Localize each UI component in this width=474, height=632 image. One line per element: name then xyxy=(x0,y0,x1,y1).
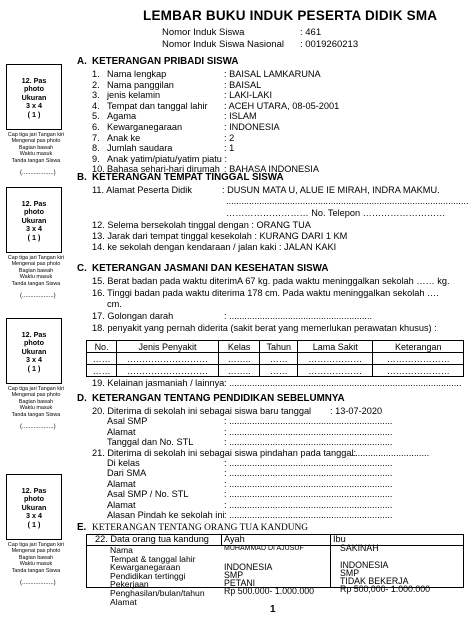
blood-type-value: : ........................................................ xyxy=(224,311,373,321)
field-value: : ................................................................ xyxy=(224,458,393,468)
mother-value: SAKINAH xyxy=(340,543,379,553)
parent-field-label: Tempat & tanggal lahir xyxy=(110,553,196,564)
field-number: 3. xyxy=(92,90,100,101)
field-label: Anak yatim/piatu/yatim piatu : xyxy=(107,153,228,164)
caption-line: Mengenai pas photo xyxy=(11,138,61,145)
section-d-letter: D. xyxy=(77,393,87,404)
table-header: Tahun xyxy=(260,341,298,353)
caption-line: Tanda tangan Siswa xyxy=(11,280,61,287)
caption-line: Mengenai pas photo xyxy=(11,548,61,555)
table-cell: …… xyxy=(87,365,117,377)
weight: 15. Berat badan pada waktu diterimA 67 kg. pada waktu meninggalkan sekolah …… kg. xyxy=(92,276,450,286)
height: 16. Tinggi badan pada waktu diterima 178 cm. Pada waktu meninggalkan sekolah …. xyxy=(92,288,439,298)
caption-line: Mengenai pas photo xyxy=(11,392,61,399)
section-c-title: KETERANGAN JASMANI DAN KESEHATAN SISWA xyxy=(92,263,329,274)
photo-text: ( 1 ) xyxy=(27,109,41,119)
field-number: 10. xyxy=(92,164,105,175)
field-value: : ................................................................ xyxy=(224,437,393,448)
field-label: Jumlah saudara xyxy=(107,143,173,154)
field-number: 2. xyxy=(92,79,100,90)
height-unit: cm. xyxy=(107,299,122,309)
parents-header-father: Ayah xyxy=(224,534,245,544)
photo-caption xyxy=(6,132,66,164)
parent-field-label: Kewarganegaraan xyxy=(110,562,181,573)
table-cell: ……………… xyxy=(298,353,373,365)
caption-line: Bagian bawah xyxy=(18,554,54,561)
caption-line: Bagian bawah xyxy=(18,267,54,274)
caption-line: Cap tiga jari Tangan kiri xyxy=(7,386,65,392)
table-header: No. xyxy=(87,341,117,353)
mother-value: Rp 500,000- 1.000.000 xyxy=(340,584,430,594)
living-with: 12. Selema bersekolah tinggal dengan : ORANG TUA xyxy=(92,220,311,230)
photo-box xyxy=(6,64,62,130)
table-row xyxy=(87,365,464,377)
parent-field-label: Alamat xyxy=(110,596,137,607)
photo-text: 12. Pas xyxy=(21,76,47,85)
caption-line: Cap tiga jari Tangan kiri xyxy=(7,132,65,138)
photo-text: 12. Pas xyxy=(21,330,47,339)
table-cell: …… xyxy=(87,353,117,365)
table-cell: ………………… xyxy=(373,365,464,377)
field-value: : ................................................................ xyxy=(224,489,393,500)
field-value: : ................................................................ xyxy=(224,416,393,427)
table-cell: ……………………… xyxy=(117,365,219,377)
photo-text: Ukuran xyxy=(21,215,47,225)
signature-line: (...................) xyxy=(20,293,56,299)
field-label: Alasan Pindah ke sekolah ini xyxy=(107,510,225,520)
caption-line: Waktu masuk xyxy=(19,151,53,158)
table-cell: …….. xyxy=(218,365,259,377)
photo-text: photo xyxy=(24,207,44,217)
mother-value: SMP xyxy=(340,568,360,578)
field-value: : LAKI-LAKI xyxy=(224,90,273,101)
field-label: Alamat xyxy=(107,478,136,489)
photo-text: 12. Pas xyxy=(21,199,47,208)
caption-line: Mengenai pas photo xyxy=(11,261,61,268)
illness-label: 18. penyakit yang pernah diderita (sakit berat yang memerlukan perawatan khusus) : xyxy=(92,323,437,333)
field-value: : ................................................................ xyxy=(224,499,393,510)
distance: 13. Jarak dari tempat tinggal kesekolah : KURANG DARI 1 KM xyxy=(92,231,348,241)
table-header: Kelas xyxy=(218,341,259,353)
photo-caption xyxy=(6,255,66,287)
field-label: Nama lengkap xyxy=(107,69,167,79)
caption-line: Tanda tangan Siswa xyxy=(11,411,61,418)
blood-type-label: 17. Golongan darah xyxy=(92,311,174,321)
table-cell: ……………………… xyxy=(117,353,219,365)
parent-field-label: Pekerjaan xyxy=(110,579,149,590)
field-number: 8. xyxy=(92,143,100,154)
photo-text: 3 x 4 xyxy=(26,224,42,234)
photo-text: 12. Pas xyxy=(21,486,47,495)
field-value: : INDONESIA xyxy=(224,122,280,132)
illness-table xyxy=(86,340,464,377)
field-label: jenis kelamin xyxy=(107,90,161,101)
signature-line: (...................) xyxy=(20,424,56,430)
field-value: : ISLAM xyxy=(224,111,257,122)
caption-line: Cap tiga jari Tangan kiri xyxy=(7,255,65,261)
table-row xyxy=(87,353,464,365)
table-cell: …… xyxy=(260,353,298,365)
field-number: 7. xyxy=(92,132,100,143)
address-label: 11. Alamat Peserta Didik xyxy=(92,185,192,195)
field-number: 5. xyxy=(92,111,100,122)
table-header: Lama Sakit xyxy=(298,341,373,353)
section-a-title: KETERANGAN PRIBADI SISWA xyxy=(92,56,239,67)
photo-text: photo xyxy=(24,84,44,94)
caption-line: Waktu masuk xyxy=(19,561,53,568)
father-value: Rp 500.000- 1.000.000 xyxy=(224,586,314,596)
section-c-letter: C. xyxy=(77,263,87,274)
field-number: 9. xyxy=(92,153,100,164)
photo-caption xyxy=(6,386,66,418)
mother-value: TIDAK BEKERJA xyxy=(340,576,409,586)
photo-caption xyxy=(6,542,66,574)
parent-field-label: Penghasilan/bulan/tahun xyxy=(110,588,205,598)
photo-text: 3 x 4 xyxy=(26,101,42,111)
photo-text: 3 x 4 xyxy=(26,355,42,365)
table-header: Jenis Penyakit xyxy=(117,341,219,353)
signature-line: (...................) xyxy=(20,170,56,176)
mother-value: INDONESIA xyxy=(340,560,389,570)
table-cell: ……………… xyxy=(298,365,373,377)
page-title: LEMBAR BUKU INDUK PESERTA DIDIK SMA xyxy=(143,8,438,23)
field-value: : BAISAL LAMKARUNA xyxy=(224,69,321,79)
field-value: : ACEH UTARA, 08-05-2001 xyxy=(224,100,340,111)
photo-text: ( 1 ) xyxy=(27,519,41,529)
field-label: Bahasa sehari-hari dirumah xyxy=(107,164,220,175)
table-cell: …… xyxy=(260,365,298,377)
disability-label: 19. Kelainan jasmaniah / lainnya xyxy=(92,378,225,388)
section-a-letter: A. xyxy=(77,56,87,67)
field-label: Tempat dan tanggal lahir xyxy=(107,100,208,111)
photo-text: 3 x 4 xyxy=(26,511,42,521)
field-value: : 2 xyxy=(224,132,235,143)
field-value: : ................................................................ xyxy=(224,478,393,489)
field-label: 20. Diterima di sekolah ini sebagai siswa baru tanggal xyxy=(92,406,312,416)
father-value: PETANI xyxy=(224,578,256,588)
field-number: 6. xyxy=(92,122,100,132)
photo-box xyxy=(6,318,62,384)
caption-line: Cap tiga jari Tangan kiri xyxy=(7,542,65,548)
nis-value: : 461 xyxy=(300,27,322,38)
phone-line: ……………………… No. Telepon ……………………… xyxy=(226,208,446,218)
parent-field-label: Nama xyxy=(110,545,133,555)
field-value: : ................................................................ xyxy=(224,510,393,520)
caption-line: Waktu masuk xyxy=(19,274,53,281)
field-label: Anak ke xyxy=(107,132,141,143)
photo-text: ( 1 ) xyxy=(27,363,41,373)
photo-box xyxy=(6,187,62,253)
field-label: Tanggal dan No. STL xyxy=(107,437,194,448)
field-label: Alamat xyxy=(107,499,136,510)
signature-line: (...................) xyxy=(20,580,56,586)
caption-line: Tanda tangan Siswa xyxy=(11,567,61,574)
section-d-title: KETERANGAN TENTANG PENDIDIKAN SEBELUMNYA xyxy=(92,393,345,404)
caption-line: Tanda tangan Siswa xyxy=(11,157,61,164)
father-value: MUHAMMAD DI AJUSUF xyxy=(224,545,304,552)
field-label: Asal SMP xyxy=(107,416,148,427)
photo-text: photo xyxy=(24,494,44,504)
page-number: 1 xyxy=(270,604,276,615)
section-b-letter: B. xyxy=(77,172,87,183)
field-value: : BAHASA INDONESIA xyxy=(224,164,319,175)
section-e-title: KETERANGAN TENTANG ORANG TUA KANDUNG xyxy=(92,523,309,533)
photo-text: photo xyxy=(24,338,44,348)
section-e-letter: E. xyxy=(77,522,87,533)
nisn-label: Nomor Induk Siswa Nasional xyxy=(162,39,284,50)
section-b-title: KETERANGAN TEMPAT TINGGAL SISWA xyxy=(92,172,284,183)
photo-box xyxy=(6,474,62,540)
photo-text: Ukuran xyxy=(21,502,47,512)
photo-text: Ukuran xyxy=(21,92,47,102)
parent-field-label: Pendidikan tertinggi xyxy=(110,570,186,581)
nis-label: Nomor Induk Siswa xyxy=(162,27,245,38)
caption-line: Bagian bawah xyxy=(18,144,54,151)
field-label: 21. Diterima di sekolah ini sebagai siswa pindahan pada tanggal: xyxy=(92,447,357,458)
table-cell: ………………… xyxy=(373,353,464,365)
photo-text: ( 1 ) xyxy=(27,232,41,242)
field-number: 1. xyxy=(92,69,100,79)
table-cell: …….. xyxy=(218,353,259,365)
field-value: : ................................................................ xyxy=(224,426,393,437)
father-value: SMP xyxy=(224,570,244,580)
parents-header-label: 22. Data orang tua kandung xyxy=(95,534,209,544)
field-number: 4. xyxy=(92,100,100,111)
caption-line: Bagian bawah xyxy=(18,398,54,405)
father-value: INDONESIA xyxy=(224,562,273,572)
field-value: : ................................................................ xyxy=(224,468,393,479)
field-label: Di kelas xyxy=(107,458,140,468)
nisn-value: : 0019260213 xyxy=(300,39,359,50)
field-label: Nama panggilan xyxy=(107,79,174,90)
field-label: Asal SMP / No. STL xyxy=(107,489,189,500)
parents-header-mother: Ibu xyxy=(333,534,346,544)
field-value: : 1 xyxy=(224,143,235,154)
transport: 14. ke sekolah dengan kendaraan / jalan kaki : JALAN KAKI xyxy=(92,242,337,252)
disability-value: : ........................................................................................... xyxy=(224,378,462,388)
field-label: Dari SMA xyxy=(107,468,147,479)
field-label: Kewarganegaraan xyxy=(107,122,183,132)
field-label: Alamat xyxy=(107,426,136,437)
address-dots: ............................................................................................... xyxy=(226,196,469,206)
field-value: ............................... xyxy=(350,447,430,458)
field-label: Agama xyxy=(107,111,137,122)
photo-text: Ukuran xyxy=(21,346,47,356)
caption-line: Waktu masuk xyxy=(19,405,53,412)
field-value: : 13-07-2020 xyxy=(330,406,383,416)
field-value: : BAISAL xyxy=(224,79,262,90)
address-value: : DUSUN MATA U, ALUE IE MIRAH, INDRA MAKMU. xyxy=(222,185,440,195)
table-header: Keterangan xyxy=(373,341,464,353)
